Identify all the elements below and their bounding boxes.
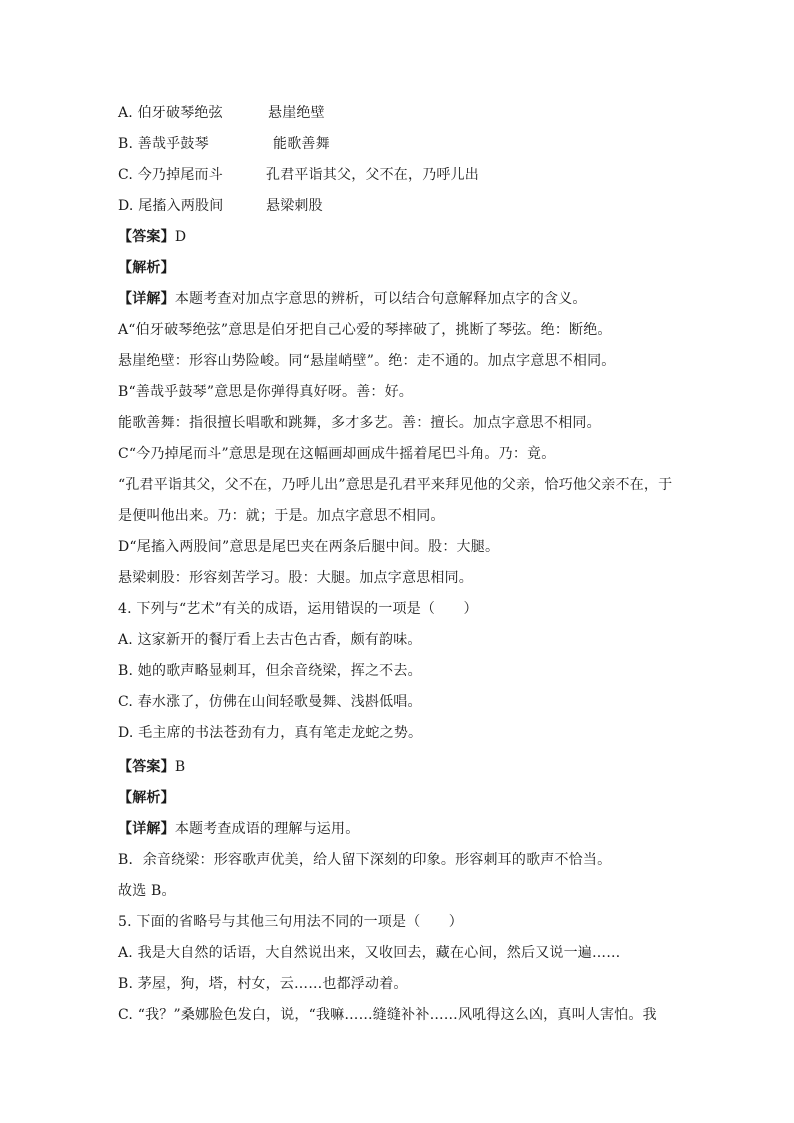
q3-option-c-left: C. 今乃掉尾而斗 [118, 167, 223, 183]
q3-option-a-left: A. 伯牙破琴绝弦 [118, 105, 223, 121]
q3-option-a [118, 104, 325, 122]
detail-text: 本题考查对加点字意思的辨析，可以结合句意解释加点字的含义。 [174, 291, 587, 307]
q4-analysis-heading [118, 789, 175, 807]
q4-stem: 4. 下列与“艺术”有关的成语，运用错误的一项是（ ） [118, 601, 478, 617]
detail-text: 本题考查成语的理解与运用。 [174, 821, 360, 837]
analysis-tag: 【解析】 [118, 790, 175, 806]
q3-option-b-right: 能歌善舞 [273, 136, 330, 152]
q3-option-d [118, 197, 323, 215]
q3-option-d-left: D. 尾搐入两股间 [118, 198, 224, 214]
answer-tag: 【答案】 [118, 759, 175, 775]
q5-option-a: A. 我是大自然的话语，大自然说出来，又收回去，藏在心间，然后又说一遍…… [118, 945, 621, 961]
q3-analysis-heading [118, 259, 175, 277]
q3-explanation-line: D“尾搐入两股间”意思是尾巴夹在两条后腿中间。股：大腿。 [118, 539, 500, 555]
detail-tag: 【详解】 [118, 291, 175, 307]
q3-explanation-line: C“今乃掉尾而斗”意思是现在这幅画却画成牛摇着尾巴斗角。乃：竟。 [118, 446, 556, 462]
q5-stem: 5. 下面的省略号与其他三句用法不同的一项是（ ） [118, 914, 464, 930]
q3-option-c-right: 孔君平诣其父，父不在，乃呼儿出 [266, 167, 479, 183]
q4-conclusion: 故选 B。 [118, 883, 176, 899]
answer-value: B [174, 759, 186, 775]
q3-option-b-left: B. 善哉乎鼓琴 [118, 136, 209, 152]
q4-option-c: C. 春水涨了，仿佛在山间轻歌曼舞、浅斟低唱。 [118, 694, 422, 710]
q3-option-b [118, 135, 330, 153]
q3-detail [118, 290, 587, 308]
q4-answer [118, 758, 185, 776]
q3-answer [118, 228, 186, 246]
q3-explanation-line: A“伯牙破琴绝弦”意思是伯牙把自己心爱的琴摔破了，挑断了琴弦。绝：断绝。 [118, 322, 612, 338]
q4-option-a: A. 这家新开的餐厅看上去古色古香，颇有韵味。 [118, 632, 422, 648]
answer-tag: 【答案】 [118, 229, 175, 245]
q5-option-b: B. 茅屋，狗，塔，村女，云……也都浮动着。 [118, 976, 408, 992]
q3-option-c [118, 166, 479, 184]
q3-explanation-line: B“善哉乎鼓琴”意思是你弹得真好呀。善：好。 [118, 384, 414, 400]
q3-option-a-right: 悬崖绝壁 [268, 105, 325, 121]
q3-explanation-line: 是便叫他出来。乃：就；于是。加点字意思不相同。 [118, 508, 445, 524]
analysis-tag: 【解析】 [118, 260, 175, 276]
q3-option-d-right: 悬梁刺股 [266, 198, 323, 214]
q4-explanation: B．余音绕梁：形容歌声优美，给人留下深刻的印象。形容刺耳的歌声不恰当。 [118, 852, 612, 868]
q5-option-c: C. “我？”桑娜脸色发白，说，“我嘛……缝缝补补……风吼得这么凶，真叫人害怕。我 [118, 1007, 657, 1023]
q3-explanation-line: “孔君平诣其父，父不在，乃呼儿出”意思是孔君平来拜见他的父亲，恰巧他父亲不在，于 [118, 477, 673, 493]
q3-explanation-line: 能歌善舞：指很擅长唱歌和跳舞，多才多艺。善：擅长。加点字意思不相同。 [118, 415, 601, 431]
answer-value: D [174, 229, 187, 245]
q3-explanation-line: 悬梁刺股：形容刻苦学习。股：大腿。加点字意思相同。 [118, 570, 473, 586]
q3-explanation-line: 悬崖绝壁：形容山势险峻。同“悬崖峭壁”。绝：走不通的。加点字意思不相同。 [118, 353, 616, 369]
q4-option-d: D. 毛主席的书法苍劲有力，真有笔走龙蛇之势。 [118, 725, 423, 741]
q4-detail [118, 820, 359, 838]
q4-option-b: B. 她的歌声略显刺耳，但余音绕梁，挥之不去。 [118, 663, 422, 679]
detail-tag: 【详解】 [118, 821, 175, 837]
